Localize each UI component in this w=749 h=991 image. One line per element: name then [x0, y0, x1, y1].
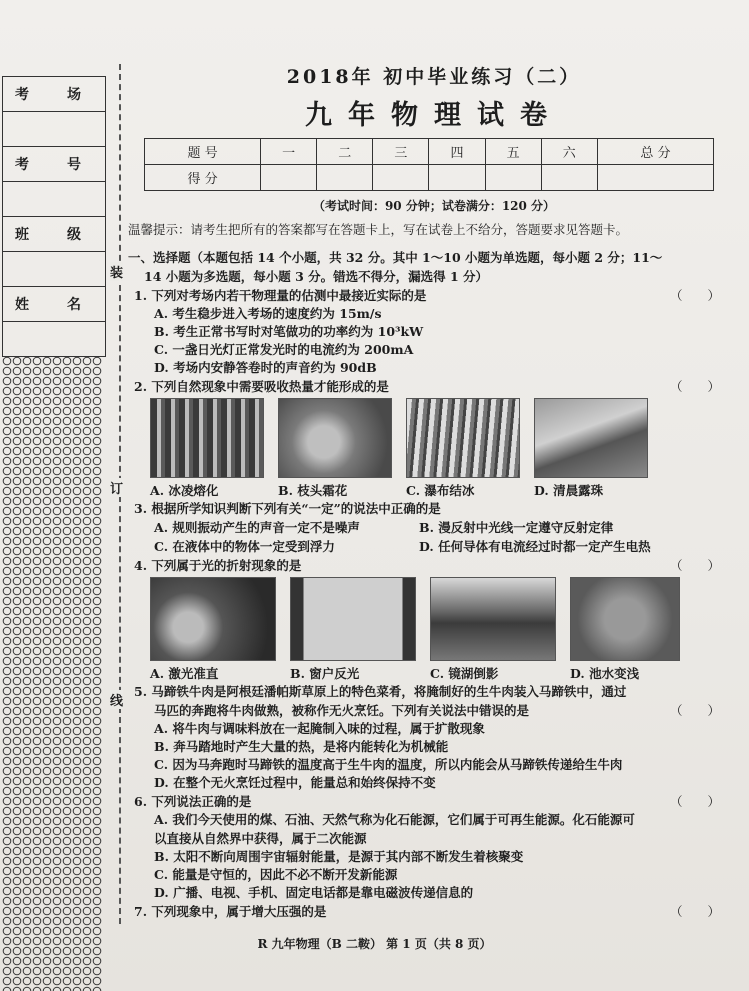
q4-caption-d: D. 池水变浅	[570, 666, 640, 681]
class-label: 班 级	[3, 217, 105, 252]
name-blank[interactable]	[3, 322, 105, 356]
exam-tip: 温馨提示：请考生把所有的答案都写在答题卡上，写在试卷上不给分，答题要求见答题卡。	[128, 222, 629, 237]
exam-title: 2018年 初中毕业练习（二）	[286, 66, 582, 88]
answer-paren: （ ）	[669, 288, 720, 303]
score-header-cell: 一	[261, 139, 317, 165]
name-label: 姓 名	[3, 287, 105, 322]
exam-number-blank[interactable]	[3, 182, 105, 217]
q4-image-d	[570, 577, 680, 682]
q1-option-b: B. 考生正常书写时对笔做功的功率约为 10³kW	[154, 324, 424, 339]
score-header-cell: 五	[485, 139, 541, 165]
q6-option-d: D. 广播、电视、手机、固定电话都是靠电磁波传递信息的	[154, 885, 474, 900]
q5-option-a: A. 将牛肉与调味料放在一起腌制入味的过程，属于扩散现象	[154, 721, 485, 736]
q1-option-a: A. 考生稳步进入考场的速度约为 15m/s	[154, 306, 382, 321]
exam-content	[128, 62, 740, 921]
question-3-stem: 3. 根据所学知识判断下列有关“一定”的说法中正确的是	[134, 501, 441, 516]
answer-paren: （ ）	[669, 558, 720, 573]
q3-options-row-2	[128, 537, 740, 556]
score-header-cell: 六	[541, 139, 597, 165]
score-cell[interactable]	[597, 165, 713, 191]
q3-option-c: C. 在液体中的物体一定受到浮力	[154, 539, 335, 554]
icicle-photo	[150, 398, 264, 478]
score-cell[interactable]	[317, 165, 373, 191]
pool-photo	[570, 577, 680, 661]
q4-caption-b: B. 窗户反光	[290, 666, 360, 681]
lake-reflection-photo	[430, 577, 556, 661]
page-footer: R 九年物理（B 二鞍） 第 1 页（共 8 页）	[257, 937, 492, 951]
q4-image-b	[290, 577, 416, 682]
exam-number-label: 考 号	[3, 147, 105, 182]
q5-option-d: D. 在整个无火烹饪过程中，能量总和始终保持不变	[154, 775, 436, 790]
q4-caption-c: C. 镜湖倒影	[430, 666, 499, 681]
score-header-cell: 四	[429, 139, 485, 165]
question-6	[128, 792, 740, 811]
answer-paren: （ ）	[669, 379, 720, 394]
score-cell[interactable]	[429, 165, 485, 191]
q4-caption-a: A. 激光准直	[150, 666, 219, 681]
question-2-stem: 2. 下列自然现象中需要吸收热量才能形成的是	[134, 379, 389, 394]
score-cell[interactable]	[541, 165, 597, 191]
question-7-stem: 7. 下列现象中，属于增大压强的是	[134, 904, 327, 919]
exam-subtitle: 九年物理试卷	[305, 100, 563, 131]
cut-mark-zhuang: 装	[110, 262, 123, 281]
window-photo	[290, 577, 416, 661]
question-2	[128, 377, 740, 396]
question-4-stem: 4. 下列属于光的折射现象的是	[134, 558, 302, 573]
laser-photo	[150, 577, 276, 661]
q4-image-a	[150, 577, 276, 682]
q2-caption-a: A. 冰凌熔化	[150, 483, 219, 498]
q4-images	[128, 577, 740, 682]
q4-image-c	[430, 577, 556, 682]
q2-image-a	[150, 398, 264, 499]
score-table-header-row	[145, 139, 714, 165]
q6-option-a-line-1: A. 我们今天使用的煤、石油、天然气称为化石能源，它们属于可再生能源。化石能源可	[154, 812, 635, 827]
question-5-stem-line-2: 马匹的奔跑将牛肉做熟，被称作无火烹饪。下列有关说法中错误的是	[154, 703, 530, 718]
q6-option-a-line-2: 以直接从自然界中获得，属于二次能源	[154, 831, 367, 846]
q2-image-d	[534, 398, 648, 499]
question-7	[128, 902, 740, 921]
exam-room-label: 考 场	[3, 77, 105, 112]
question-6-stem: 6. 下列说法正确的是	[134, 794, 252, 809]
q5-option-c: C. 因为马奔跑时马蹄铁的温度高于生牛肉的温度，所以内能会从马蹄铁传递给生牛肉	[154, 757, 623, 772]
score-cell[interactable]	[485, 165, 541, 191]
binding-dot-pattern	[2, 356, 102, 991]
frozen-waterfall-photo	[406, 398, 520, 478]
exam-info: （考试时间：90 分钟；试卷满分：120 分）	[312, 199, 556, 213]
answer-paren: （ ）	[669, 794, 720, 809]
question-1	[128, 286, 740, 305]
class-blank[interactable]	[3, 252, 105, 287]
morning-dew-photo	[534, 398, 648, 478]
q3-option-a: A. 规则振动产生的声音一定不是噪声	[154, 520, 360, 535]
q6-option-b: B. 太阳不断向周围宇宙辐射能量，是源于其内部不断发生着核聚变	[154, 849, 524, 864]
frost-branch-photo	[278, 398, 392, 478]
question-1-stem: 1. 下列对考场内若干物理量的估测中最接近实际的是	[134, 288, 427, 303]
question-5-line-2	[128, 701, 740, 720]
q3-option-d: D. 任何导体有电流经过时都一定产生电热	[419, 539, 651, 554]
q6-option-c: C. 能量是守恒的，因此不必不断开发新能源	[154, 867, 398, 882]
score-header-cell: 题 号	[145, 139, 261, 165]
q3-options-row-1	[128, 518, 740, 537]
score-row-label: 得 分	[145, 165, 261, 191]
q2-image-c	[406, 398, 520, 499]
score-header-cell: 三	[373, 139, 429, 165]
question-5	[128, 682, 740, 701]
section-line-2: 14 小题为多选题，每小题 3 分。错选不得分，漏选得 1 分）	[144, 269, 489, 284]
q3-option-b: B. 漫反射中光线一定遵守反射定律	[419, 520, 614, 535]
score-table-score-row	[145, 165, 714, 191]
question-5-stem-line-1: 5. 马蹄铁牛肉是阿根廷潘帕斯草原上的特色菜肴，将腌制好的生牛肉装入马蹄铁中，通过	[134, 684, 627, 699]
question-3	[128, 499, 740, 518]
q5-option-b: B. 奔马踏地时产生大量的热，是将内能转化为机械能	[154, 739, 449, 754]
answer-paren: （ ）	[669, 703, 720, 718]
q2-caption-d: D. 清晨露珠	[534, 483, 604, 498]
q1-option-c: C. 一盏日光灯正常发光时的电流约为 200mA	[154, 342, 414, 357]
score-cell[interactable]	[373, 165, 429, 191]
score-header-cell: 二	[317, 139, 373, 165]
cut-mark-ding: 订	[110, 478, 123, 497]
q2-caption-b: B. 枝头霜花	[278, 483, 348, 498]
question-4	[128, 556, 740, 575]
answer-paren: （ ）	[669, 904, 720, 919]
cut-mark-xian: 线	[110, 690, 123, 709]
score-header-cell: 总 分	[597, 139, 713, 165]
score-table	[144, 138, 714, 191]
exam-room-blank[interactable]	[3, 112, 105, 147]
section-heading	[128, 248, 740, 286]
q2-image-b	[278, 398, 392, 499]
q2-images	[128, 398, 740, 499]
student-info-box	[2, 76, 106, 357]
section-line-1: 一、选择题（本题包括 14 个小题，共 32 分。其中 1～10 小题为单选题，每小题 2 分；11～	[128, 250, 663, 265]
q2-caption-c: C. 瀑布结冰	[406, 483, 475, 498]
score-cell[interactable]	[261, 165, 317, 191]
q1-option-d: D. 考场内安静答卷时的声音约为 90dB	[154, 360, 377, 375]
